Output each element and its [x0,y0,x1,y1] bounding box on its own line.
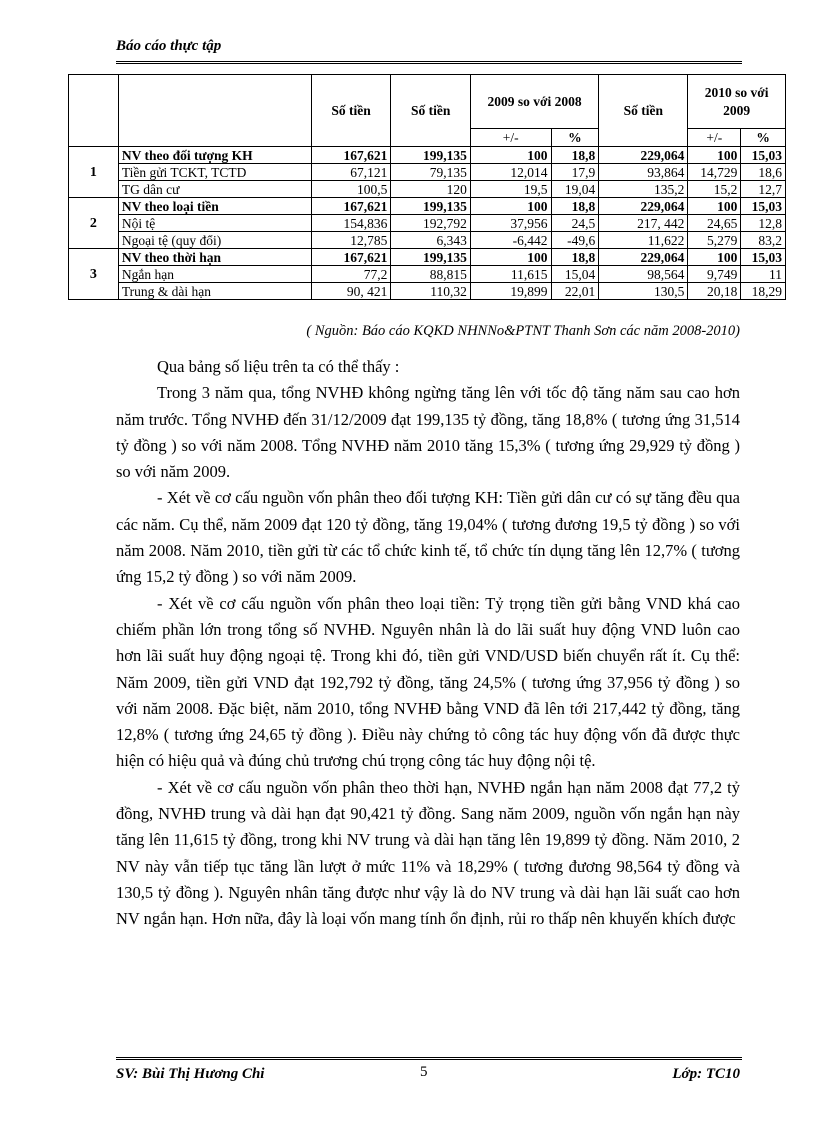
table-body [69,147,786,300]
cell-d1: 37,956 [470,215,551,232]
row-label: NV theo loại tiền [118,198,311,215]
cell-v2008: 154,836 [311,215,391,232]
cell-d2: 24,65 [688,215,741,232]
header-rule [116,61,742,64]
body-text [116,354,740,933]
cell-p1: -49,6 [551,232,599,249]
cell-v2009: 199,135 [391,198,471,215]
cell-v2008: 67,121 [311,164,391,181]
cell-d1: 100 [470,249,551,266]
cell-v2010: 217, 442 [599,215,688,232]
cell-p2: 18,29 [741,283,786,300]
cell-v2009: 6,343 [391,232,471,249]
cell-v2008: 167,621 [311,249,391,266]
header-diff-1: +/- [470,129,551,147]
cell-v2008: 90, 421 [311,283,391,300]
cell-p1: 19,04 [551,181,599,198]
header-pct-2: % [741,129,786,147]
footer-rule [116,1057,742,1060]
cell-p2: 11 [741,266,786,283]
footer-class: Lớp: TC10 [672,1066,740,1082]
table-row [69,283,786,300]
report-header-title: Báo cáo thực tập [116,38,222,54]
table-row [69,198,786,215]
cell-d2: 20,18 [688,283,741,300]
cell-d2: 9,749 [688,266,741,283]
cell-d1: 19,899 [470,283,551,300]
cell-v2009: 192,792 [391,215,471,232]
cell-p1: 18,8 [551,147,599,164]
cell-d2: 100 [688,147,741,164]
cell-p2: 12,7 [741,181,786,198]
paragraph: - Xét về cơ cấu nguồn vốn phân theo đối tượng KH: Tiền gửi dân cư có sự tăng đều qua các năm. Cụ thể, năm 2009 đạt 120 tỷ đồng, tăng 19,04% ( tương đương 19,5 tỷ đồng ) so với năm 2008. Năm 2010, tiền gửi từ các tổ chức kinh tế, tổ chức tín dụng tăng lên 12,7% ( tương ứng 15,2 tỷ đồng ) so với năm 2009. [116,488,740,587]
cell-v2008: 100,5 [311,181,391,198]
header-diff-2: +/- [688,129,741,147]
capital-table [68,74,786,300]
source-note: ( Nguồn: Báo cáo KQKD NHNNo&PTNT Thanh Sơn các năm 2008-2010) [306,323,740,339]
cell-p2: 83,2 [741,232,786,249]
header-amount-2009: Số tiền [391,75,471,147]
cell-p2: 15,03 [741,147,786,164]
paragraph: Qua bảng số liệu trên ta có thể thấy : [157,357,400,376]
cell-v2010: 135,2 [599,181,688,198]
row-label: Nội tệ [118,215,311,232]
cell-d2: 100 [688,198,741,215]
header-index-cell [69,75,119,147]
cell-d2: 5,279 [688,232,741,249]
cell-d1: 100 [470,198,551,215]
cell-d1: 100 [470,147,551,164]
table-row [69,232,786,249]
cell-d2: 15,2 [688,181,741,198]
table-row [69,147,786,164]
row-label: TG dân cư [118,181,311,198]
cell-v2010: 229,064 [599,198,688,215]
cell-p1: 18,8 [551,198,599,215]
row-label: NV theo đối tượng KH [118,147,311,164]
cell-d2: 14,729 [688,164,741,181]
cell-p2: 12,8 [741,215,786,232]
cell-p2: 15,03 [741,249,786,266]
paragraph: - Xét về cơ cấu nguồn vốn phân theo loại tiền: Tỷ trọng tiền gửi bằng VND khá cao chiếm phần lớn trong tổng số NVHĐ. Nguyên nhân là do lãi suất huy động VND luôn cao hơn lãi suất huy động ngoại tệ. Trong khi đó, tiền gửi VND/USD biến chuyển rất ít. Cụ thể: Năm 2009, tiền gửi VND đạt 192,792 tỷ đồng, tăng 24,5% ( tương ứng 37,956 tỷ đồng ) so với năm 2008. Đặc biệt, năm 2010, tổng NVHĐ bằng VND đã lên tới 217,442 tỷ đồng, tăng 12,8% ( tương ứng 24,65 tỷ đồng ). Điều này chứng tỏ công tác huy động vốn đã được thực hiện có hiệu quả và đúng chủ trương chú trọng công tác huy động nội tệ. [116,593,740,771]
cell-d1: 19,5 [470,181,551,198]
cell-v2009: 199,135 [391,147,471,164]
cell-v2010: 229,064 [599,249,688,266]
paragraph: - Xét về cơ cấu nguồn vốn phân theo thời hạn, NVHĐ ngắn hạn năm 2008 đạt 77,2 tỷ đồng, NVHĐ trung và dài hạn đạt 90,421 tỷ đồng. Sang năm 2009, nguồn vốn ngắn hạn này tăng lên 11,615 tỷ đồng, trong khi NV trung và dài hạn tăng lên 19,899 tỷ đồng. Năm 2010, 2 NV này vẫn tiếp tục tăng lần lượt ở mức 11% và 18,29% ( tương đương 98,564 tỷ đồng và 130,5 tỷ đồng ). Nguyên nhân tăng được như vậy là do NV trung và dài hạn lãi suất cao hơn NV ngắn hạn. Hơn nữa, đây là loại vốn mang tính ổn định, rủi ro thấp nên khuyến khích được [116,777,740,929]
footer-student: SV: Bùi Thị Hương Chi [116,1066,265,1082]
cell-p1: 15,04 [551,266,599,283]
cell-p1: 22,01 [551,283,599,300]
cell-d1: 11,615 [470,266,551,283]
row-label: Trung & dài hạn [118,283,311,300]
row-label: Tiền gửi TCKT, TCTD [118,164,311,181]
cell-v2008: 12,785 [311,232,391,249]
group-index: 3 [69,249,119,300]
table-row [69,215,786,232]
header-amount-2008: Số tiền [311,75,391,147]
cell-v2010: 93,864 [599,164,688,181]
table-row [69,266,786,283]
cell-v2010: 130,5 [599,283,688,300]
cell-v2009: 110,32 [391,283,471,300]
row-label: Ngoại tệ (quy đổi) [118,232,311,249]
table-row [69,164,786,181]
cell-p1: 17,9 [551,164,599,181]
page-number: 5 [420,1064,428,1080]
group-index: 1 [69,147,119,198]
row-label: Ngắn hạn [118,266,311,283]
cell-v2009: 88,815 [391,266,471,283]
cell-v2009: 199,135 [391,249,471,266]
cell-p1: 24,5 [551,215,599,232]
cell-v2010: 98,564 [599,266,688,283]
header-2009-vs-2008: 2009 so với 2008 [470,75,598,129]
table-row [69,249,786,266]
cell-p2: 15,03 [741,198,786,215]
cell-v2008: 77,2 [311,266,391,283]
row-label: NV theo thời hạn [118,249,311,266]
cell-v2010: 11,622 [599,232,688,249]
table-row [69,181,786,198]
paragraph: Trong 3 năm qua, tổng NVHĐ không ngừng tăng lên với tốc độ tăng năm sau cao hơn năm trước. Tổng NVHĐ đến 31/12/2009 đạt 199,135 tỷ đồng, tăng 18,8% ( tương ứng 31,514 tỷ đồng ) so với năm 2008. Tổng NVHĐ năm 2010 tăng 15,3% ( tương ứng 29,929 tỷ đồng ) so với năm 2009. [116,383,740,482]
cell-v2008: 167,621 [311,198,391,215]
cell-p1: 18,8 [551,249,599,266]
header-pct-1: % [551,129,599,147]
header-label-cell [118,75,311,147]
header-amount-2010: Số tiền [599,75,688,147]
group-index: 2 [69,198,119,249]
cell-d1: -6,442 [470,232,551,249]
cell-v2008: 167,621 [311,147,391,164]
cell-d1: 12,014 [470,164,551,181]
cell-v2009: 79,135 [391,164,471,181]
cell-p2: 18,6 [741,164,786,181]
cell-d2: 100 [688,249,741,266]
cell-v2010: 229,064 [599,147,688,164]
header-2010-vs-2009: 2010 so với 2009 [688,75,786,129]
cell-v2009: 120 [391,181,471,198]
